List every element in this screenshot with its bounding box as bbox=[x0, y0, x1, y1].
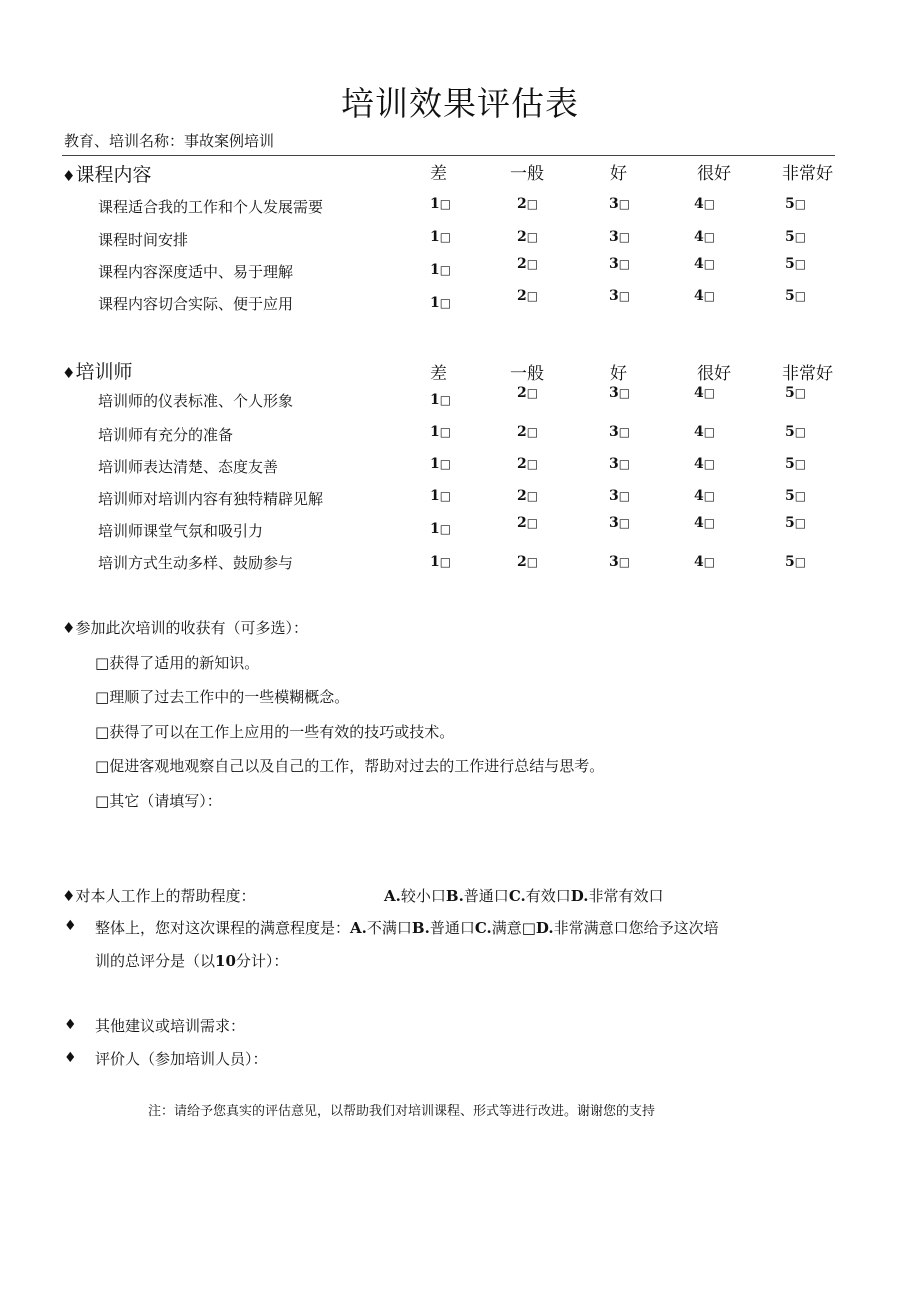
rating-option[interactable]: 3□ bbox=[609, 488, 631, 504]
gain-option-text: 其它（请填写）： bbox=[109, 792, 222, 810]
score-number: 10 bbox=[215, 952, 236, 970]
checkbox[interactable]: □ bbox=[703, 425, 716, 439]
rating-option[interactable]: 1□ bbox=[430, 295, 452, 311]
score-line: 训的总评分是（以10分计）： bbox=[95, 952, 289, 970]
checkbox[interactable]: □ bbox=[526, 516, 539, 530]
checkbox[interactable]: □ bbox=[618, 489, 631, 503]
course-name: 教育、培训名称：事故案例培训 bbox=[64, 132, 275, 150]
checkbox[interactable]: □ bbox=[526, 555, 539, 569]
section-title-text: 课程内容 bbox=[75, 164, 152, 186]
gain-option-4[interactable] bbox=[95, 755, 604, 776]
scale-header: 非常好 bbox=[782, 364, 833, 384]
checkbox[interactable]: □ bbox=[439, 555, 452, 569]
scale-header: 差 bbox=[430, 164, 447, 184]
checkbox[interactable]: □ bbox=[526, 457, 539, 471]
rating-option[interactable]: 2□ bbox=[517, 488, 539, 504]
rating-option[interactable]: 3□ bbox=[609, 456, 631, 472]
checkbox[interactable]: □ bbox=[618, 386, 631, 400]
bullet-diamond: ♦ bbox=[64, 1050, 77, 1066]
checkbox[interactable]: □ bbox=[439, 230, 452, 244]
evaluator-label: 评价人（参加培训人员）： bbox=[95, 1050, 268, 1068]
satisfaction-option-c[interactable]: C.满意□ bbox=[474, 919, 536, 937]
rating-option[interactable]: 3□ bbox=[609, 256, 631, 272]
rating-option[interactable]: 4□ bbox=[694, 488, 716, 504]
checkbox[interactable]: □ bbox=[703, 489, 716, 503]
gains-heading bbox=[62, 617, 308, 638]
rating-option[interactable]: 2□ bbox=[517, 515, 539, 531]
checkbox[interactable]: □ bbox=[703, 555, 716, 569]
checkbox[interactable]: □ bbox=[794, 457, 807, 471]
checkbox[interactable]: □ bbox=[95, 688, 110, 706]
rating-option[interactable]: 5□ bbox=[785, 554, 807, 570]
rating-option[interactable]: 3□ bbox=[609, 424, 631, 440]
rating-option[interactable]: 1□ bbox=[430, 554, 452, 570]
footer-note: 注：请给予您真实的评估意见，以帮助我们对培训课程、形式等进行改进。谢谢您的支持 bbox=[148, 1104, 656, 1119]
rating-option[interactable]: 4□ bbox=[694, 385, 716, 401]
checkbox[interactable]: □ bbox=[95, 654, 110, 672]
checkbox[interactable]: □ bbox=[794, 197, 807, 211]
criterion-label: 培训师有充分的准备 bbox=[98, 426, 234, 444]
checkbox[interactable]: □ bbox=[794, 230, 807, 244]
checkbox[interactable]: □ bbox=[794, 555, 807, 569]
criterion-label: 培训师课堂气氛和吸引力 bbox=[98, 522, 264, 540]
gain-option-3[interactable] bbox=[95, 721, 454, 742]
scale-header: 很好 bbox=[697, 364, 731, 384]
rating-option[interactable]: 2□ bbox=[517, 256, 539, 272]
rating-option[interactable]: 5□ bbox=[785, 424, 807, 440]
checkbox[interactable]: □ bbox=[618, 257, 631, 271]
bullet-diamond: ♦ bbox=[62, 364, 76, 382]
rating-option[interactable]: 4□ bbox=[694, 456, 716, 472]
rating-option[interactable]: 5□ bbox=[785, 456, 807, 472]
satisfaction-option-a[interactable]: A.不满口 bbox=[350, 919, 412, 937]
checkbox[interactable]: □ bbox=[618, 457, 631, 471]
rating-option[interactable]: 5□ bbox=[785, 288, 807, 304]
rating-option[interactable]: 2□ bbox=[517, 424, 539, 440]
checkbox[interactable]: □ bbox=[794, 425, 807, 439]
checkbox[interactable]: □ bbox=[526, 425, 539, 439]
rating-option[interactable]: 1□ bbox=[430, 392, 452, 408]
checkbox[interactable]: □ bbox=[703, 257, 716, 271]
gain-option-5[interactable] bbox=[95, 790, 222, 811]
checkbox[interactable]: □ bbox=[703, 386, 716, 400]
rating-option[interactable]: 3□ bbox=[609, 229, 631, 245]
rating-option[interactable]: 5□ bbox=[785, 488, 807, 504]
checkbox[interactable]: □ bbox=[618, 516, 631, 530]
rating-option[interactable]: 3□ bbox=[609, 288, 631, 304]
section-title bbox=[62, 160, 151, 187]
criterion-label: 培训师的仪表标准、个人形象 bbox=[98, 392, 294, 410]
score-prefix: 您给予这次培 bbox=[628, 919, 719, 937]
bullet-diamond: ♦ bbox=[62, 167, 76, 185]
scale-header: 一般 bbox=[510, 364, 544, 384]
checkbox[interactable]: □ bbox=[95, 757, 110, 775]
rating-option[interactable]: 1□ bbox=[430, 456, 452, 472]
checkbox[interactable]: □ bbox=[703, 516, 716, 530]
checkbox[interactable]: □ bbox=[439, 489, 452, 503]
scale-header: 一般 bbox=[510, 164, 544, 184]
scale-header: 差 bbox=[430, 364, 447, 384]
help-degree-label: 对本人工作上的帮助程度： bbox=[75, 887, 256, 905]
rating-option[interactable]: 4□ bbox=[694, 256, 716, 272]
satisfaction-label: 整体上，您对这次课程的满意程度是： bbox=[95, 919, 351, 937]
checkbox[interactable]: □ bbox=[618, 197, 631, 211]
criterion-label: 培训师表达清楚、态度友善 bbox=[98, 458, 279, 476]
rating-option[interactable]: 5□ bbox=[785, 515, 807, 531]
checkbox[interactable]: □ bbox=[703, 289, 716, 303]
checkbox[interactable]: □ bbox=[526, 257, 539, 271]
criterion-label: 课程适合我的工作和个人发展需要 bbox=[98, 198, 324, 216]
criterion-label: 课程内容切合实际、便于应用 bbox=[98, 295, 294, 313]
section-title-text: 培训师 bbox=[75, 361, 133, 383]
page-title: 培训效果评估表 bbox=[341, 84, 579, 123]
checkbox[interactable]: □ bbox=[439, 263, 452, 277]
bullet-diamond: ♦ bbox=[62, 887, 76, 905]
header-divider bbox=[62, 155, 835, 156]
rating-option[interactable]: 4□ bbox=[694, 288, 716, 304]
help-option-c[interactable]: C.有效口 bbox=[508, 887, 571, 905]
rating-option[interactable]: 5□ bbox=[785, 229, 807, 245]
rating-option[interactable]: 1□ bbox=[430, 196, 452, 212]
satisfaction-option-b[interactable]: B.普通口 bbox=[411, 919, 475, 937]
help-option-a[interactable]: A.较小口 bbox=[384, 887, 446, 905]
checkbox[interactable]: □ bbox=[526, 489, 539, 503]
help-option-b[interactable]: B.普通口 bbox=[445, 887, 509, 905]
rating-option[interactable]: 4□ bbox=[694, 196, 716, 212]
criterion-label: 培训师对培训内容有独特精辟见解 bbox=[98, 490, 324, 508]
scale-header: 很好 bbox=[697, 164, 731, 184]
help-option-d[interactable]: D.非常有效口 bbox=[570, 887, 664, 905]
checkbox[interactable]: □ bbox=[618, 289, 631, 303]
rating-option[interactable]: 1□ bbox=[430, 262, 452, 278]
bullet-diamond: ♦ bbox=[62, 619, 76, 637]
suggestions-label: 其他建议或培训需求： bbox=[95, 1017, 246, 1035]
gain-option-text: 理顺了过去工作中的一些模糊概念。 bbox=[109, 688, 350, 706]
gain-option-1[interactable] bbox=[95, 652, 259, 673]
rating-option[interactable]: 2□ bbox=[517, 196, 539, 212]
gain-option-text: 促进客观地观察自己以及自己的工作，帮助对过去的工作进行总结与思考。 bbox=[109, 757, 605, 775]
checkbox[interactable]: □ bbox=[794, 289, 807, 303]
gain-option-2[interactable] bbox=[95, 686, 349, 707]
rating-option[interactable]: 3□ bbox=[609, 554, 631, 570]
bullet-diamond: ♦ bbox=[64, 1017, 77, 1033]
satisfaction-option-d[interactable]: D.非常满意口 bbox=[535, 919, 629, 937]
checkbox[interactable]: □ bbox=[439, 393, 452, 407]
scale-header: 好 bbox=[610, 164, 627, 184]
checkbox[interactable]: □ bbox=[95, 792, 110, 810]
criterion-label: 培训方式生动多样、鼓励参与 bbox=[98, 554, 294, 572]
help-degree-options bbox=[384, 885, 663, 906]
gains-title: 参加此次培训的收获有（可多选）： bbox=[75, 619, 308, 637]
rating-option[interactable]: 2□ bbox=[517, 456, 539, 472]
satisfaction-row bbox=[95, 917, 719, 938]
rating-option[interactable]: 4□ bbox=[694, 515, 716, 531]
rating-option[interactable]: 2□ bbox=[517, 229, 539, 245]
checkbox[interactable]: □ bbox=[95, 723, 110, 741]
rating-option[interactable]: 1□ bbox=[430, 488, 452, 504]
rating-option[interactable]: 2□ bbox=[517, 288, 539, 304]
checkbox[interactable]: □ bbox=[526, 230, 539, 244]
checkbox[interactable]: □ bbox=[618, 230, 631, 244]
checkbox[interactable]: □ bbox=[439, 425, 452, 439]
rating-option[interactable]: 2□ bbox=[517, 385, 539, 401]
rating-option[interactable]: 1□ bbox=[430, 424, 452, 440]
checkbox[interactable]: □ bbox=[439, 457, 452, 471]
checkbox[interactable]: □ bbox=[526, 197, 539, 211]
checkbox[interactable]: □ bbox=[439, 197, 452, 211]
checkbox[interactable]: □ bbox=[526, 386, 539, 400]
rating-option[interactable]: 5□ bbox=[785, 385, 807, 401]
rating-option[interactable]: 5□ bbox=[785, 196, 807, 212]
rating-option[interactable]: 5□ bbox=[785, 256, 807, 272]
bullet-diamond: ♦ bbox=[64, 918, 77, 934]
rating-option[interactable]: 2□ bbox=[517, 554, 539, 570]
rating-option[interactable]: 3□ bbox=[609, 385, 631, 401]
rating-option[interactable]: 1□ bbox=[430, 521, 452, 537]
checkbox[interactable]: □ bbox=[794, 257, 807, 271]
scale-header: 好 bbox=[610, 364, 627, 384]
checkbox[interactable]: □ bbox=[703, 230, 716, 244]
rating-option[interactable]: 1□ bbox=[430, 229, 452, 245]
rating-option[interactable]: 4□ bbox=[694, 554, 716, 570]
rating-option[interactable]: 4□ bbox=[694, 424, 716, 440]
checkbox[interactable]: □ bbox=[439, 522, 452, 536]
checkbox[interactable]: □ bbox=[439, 296, 452, 310]
section-title bbox=[62, 357, 132, 384]
checkbox[interactable]: □ bbox=[618, 425, 631, 439]
criterion-label: 课程内容深度适中、易于理解 bbox=[98, 263, 294, 281]
checkbox[interactable]: □ bbox=[794, 386, 807, 400]
checkbox[interactable]: □ bbox=[526, 289, 539, 303]
checkbox[interactable]: □ bbox=[703, 197, 716, 211]
checkbox[interactable]: □ bbox=[703, 457, 716, 471]
checkbox[interactable]: □ bbox=[618, 555, 631, 569]
scale-header: 非常好 bbox=[782, 164, 833, 184]
rating-option[interactable]: 3□ bbox=[609, 196, 631, 212]
checkbox[interactable]: □ bbox=[794, 489, 807, 503]
checkbox[interactable]: □ bbox=[794, 516, 807, 530]
rating-option[interactable]: 3□ bbox=[609, 515, 631, 531]
gain-option-text: 获得了可以在工作上应用的一些有效的技巧或技术。 bbox=[109, 723, 455, 741]
criterion-label: 课程时间安排 bbox=[98, 231, 189, 249]
gain-option-text: 获得了适用的新知识。 bbox=[109, 654, 260, 672]
help-degree-row bbox=[62, 885, 255, 906]
rating-option[interactable]: 4□ bbox=[694, 229, 716, 245]
